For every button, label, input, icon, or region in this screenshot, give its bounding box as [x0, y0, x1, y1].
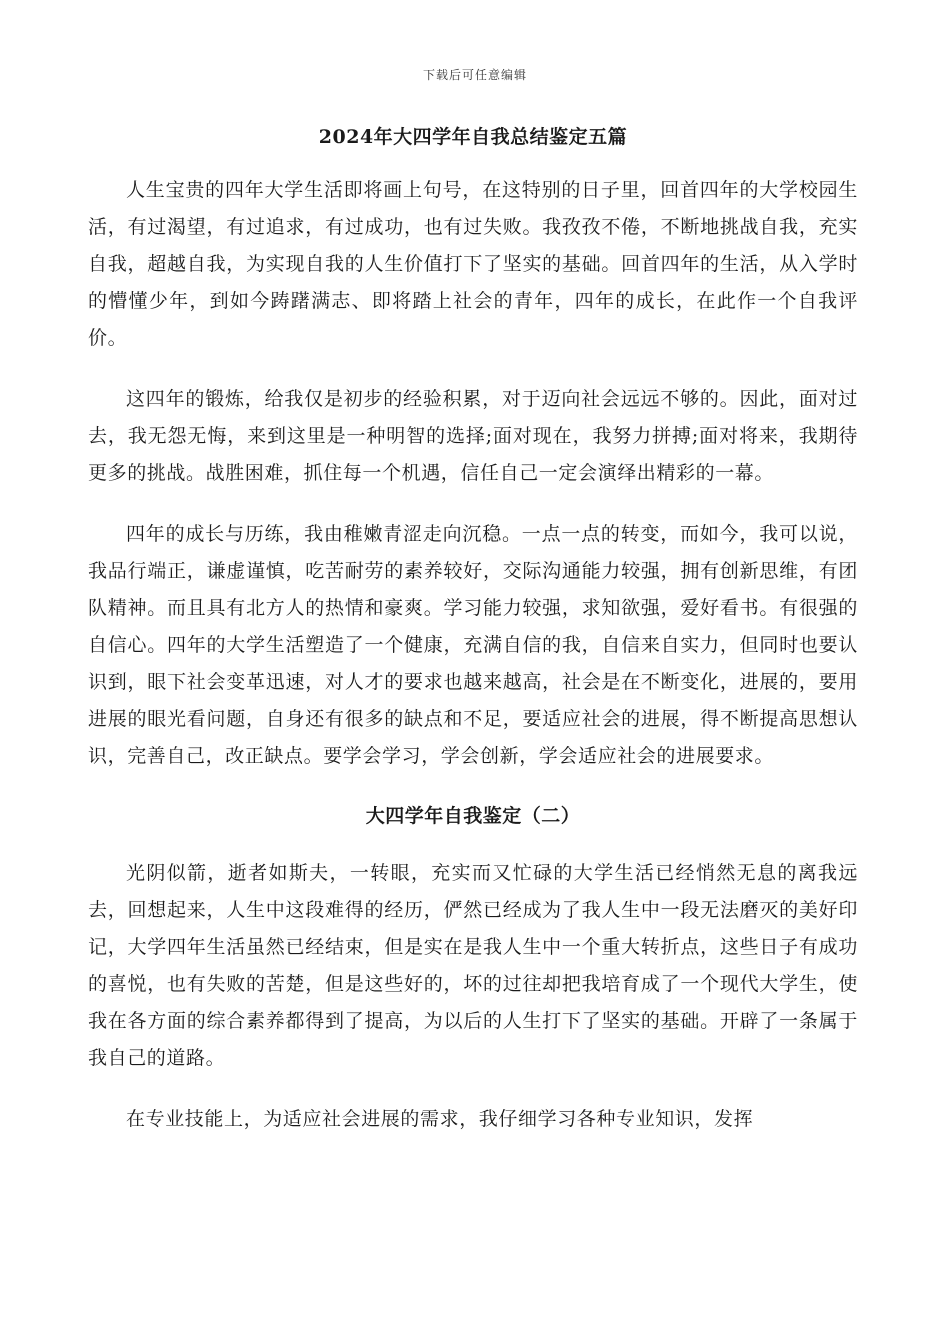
header-note: 下载后可任意编辑 — [422, 68, 527, 82]
paragraph: 四年的成长与历练，我由稚嫩青涩走向沉稳。一点一点的转变，而如今，我可以说，我品行端正，谦虚谨慎，吃苦耐劳的素养较好，交际沟通能力较强，拥有创新思维，有团队精神。而且具有北方人的热情和豪爽。学习能力较强，求知欲强，爱好看书。有很强的自信心。四年的大学生活塑造了一个健康，充满自信的我，自信来自实力，但同时也要认识到，眼下社会变革迅速，对人才的要求也越来越高，社会是在不断变化，进展的，要用进展的眼光看问题，自身还有很多的缺点和不足，要适应社会的进展，得不断提高思想认识，完善自己，改正缺点。要学会学习，学会创新，学会适应社会的进展要求。 — [88, 523, 858, 767]
section-title: 大四学年自我鉴定（二） — [365, 805, 581, 827]
paragraph: 人生宝贵的四年大学生活即将画上句号，在这特别的日子里，回首四年的大学校园生活，有过渴望，有过追求，有过成功，也有过失败。我孜孜不倦，不断地挑战自我，充实自我，超越自我，为实现自我的人生价值打下了坚实的基础。回首四年的生活，从入学时的懵懂少年，到如今踌躇满志、即将踏上社会的青年，四年的成长，在此作一个自我评价。 — [88, 179, 858, 349]
paragraph: 光阴似箭，逝者如斯夫，一转眼，充实而又忙碌的大学生活已经悄然无息的离我远去，回想起来，人生中这段难得的经历，俨然已经成为了我人生中一段无法磨灭的美好印记，大学四年生活虽然已经结束，但是实在是我人生中一个重大转折点，这些日子有成功的喜悦，也有失败的苦楚，但是这些好的，坏的过往却把我培育成了一个现代大学生，使我在各方面的综合素养都得到了提高，为以后的人生打下了坚实的基础。开辟了一条属于我自己的道路。 — [88, 862, 858, 1069]
document-title: 2024年大四学年自我总结鉴定五篇 — [318, 126, 628, 148]
document-body — [88, 120, 858, 1162]
paragraph: 这四年的锻炼，给我仅是初步的经验积累，对于迈向社会远远不够的。因此，面对过去，我无怨无悔，来到这里是一种明智的选择;面对现在，我努力拼搏;面对将来，我期待更多的挑战。战胜困难，抓住每一个机遇，信任自己一定会演绎出精彩的一幕。 — [88, 388, 858, 484]
paragraph: 在专业技能上，为适应社会进展的需求，我仔细学习各种专业知识，发挥 — [126, 1108, 754, 1130]
